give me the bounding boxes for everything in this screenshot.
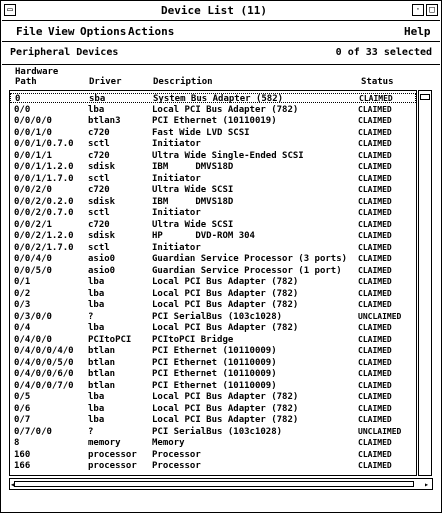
column-header-status: Status — [361, 77, 394, 87]
cell-description: System Bus Adapter (582) — [153, 94, 284, 104]
table-row[interactable] — [10, 277, 416, 287]
maximize-icon[interactable]: □ — [426, 4, 438, 16]
cell-description: Fast Wide LVD SCSI — [152, 127, 250, 138]
cell-description: PCI SerialBus (103c1028) — [152, 426, 283, 437]
cell-path: 0/0/1/0.7.0 — [14, 139, 74, 149]
cell-description: PCI Ethernet (10110009) — [152, 346, 277, 356]
cell-description: PCI Ethernet (10110009) — [152, 357, 277, 368]
cell-description: IBM DMVS18D — [152, 162, 234, 172]
table-row[interactable] — [10, 105, 416, 115]
cell-path: 0/0/1/1.2.0 — [14, 162, 74, 172]
cell-driver: sctl — [88, 208, 110, 218]
cell-driver: ? — [88, 311, 94, 322]
table-row[interactable] — [10, 358, 416, 368]
scroll-right-icon[interactable]: ▸ — [424, 480, 429, 489]
cell-path: 0/0/2/1 — [14, 219, 52, 230]
cell-status: CLAIMED — [358, 242, 392, 252]
table-row[interactable] — [10, 128, 416, 138]
cell-description: Ultra Wide SCSI — [152, 219, 234, 230]
cell-path: 0/0/2/1.7.0 — [14, 242, 74, 253]
cell-description: Memory — [152, 438, 185, 448]
cell-description: PCI Ethernet (10110009) — [152, 380, 277, 391]
menu-actions[interactable]: Actions — [128, 25, 175, 38]
cell-driver: ? — [88, 426, 94, 437]
cell-path: 0/0/2/0.7.0 — [14, 208, 74, 218]
cell-path: 0/7 — [14, 415, 31, 425]
table-row[interactable] — [10, 335, 416, 345]
table-row[interactable] — [10, 266, 416, 276]
cell-status: CLAIMED — [358, 219, 392, 229]
table-row[interactable] — [10, 243, 416, 253]
section-label: Peripheral Devices — [10, 47, 119, 58]
table-row[interactable] — [10, 381, 416, 391]
cell-driver: btlan — [88, 346, 116, 356]
cell-description: Local PCI Bus Adapter (782) — [152, 415, 299, 425]
table-row[interactable] — [10, 404, 416, 414]
cell-driver: lba — [88, 277, 105, 287]
cell-status: CLAIMED — [358, 150, 392, 160]
info-bar — [2, 42, 440, 65]
table-row[interactable] — [10, 369, 416, 379]
cell-driver: btlan3 — [88, 116, 121, 126]
selection-count: 0 of 33 selected — [335, 47, 432, 58]
cell-driver: asio0 — [88, 254, 116, 264]
cell-status: CLAIMED — [358, 173, 392, 183]
table-row[interactable] — [10, 392, 416, 402]
cell-status: CLAIMED — [358, 265, 392, 275]
cell-path: 0/0 — [14, 104, 31, 115]
cell-status: CLAIMED — [358, 346, 392, 355]
column-header-hardware: Hardware — [15, 67, 59, 77]
column-header-description: Description — [153, 77, 213, 87]
cell-status: CLAIMED — [358, 288, 392, 298]
title-bar[interactable] — [2, 2, 440, 21]
cell-path: 0/5 — [14, 392, 31, 402]
cell-description: Local PCI Bus Adapter (782) — [152, 323, 299, 333]
cell-driver: c720 — [88, 219, 110, 230]
cell-driver: memory — [88, 438, 121, 448]
cell-driver: asio0 — [88, 265, 116, 276]
cell-path: 0/4/0/0/4/0 — [14, 346, 74, 356]
cell-path: 0/4/0/0/7/0 — [14, 380, 74, 391]
cell-status: CLAIMED — [359, 94, 393, 103]
table-row[interactable] — [10, 323, 416, 333]
cell-path: 0 — [15, 94, 21, 104]
cell-description: Local PCI Bus Adapter (782) — [152, 392, 299, 402]
table-row[interactable] — [10, 185, 416, 195]
cell-driver: lba — [88, 403, 105, 414]
cell-driver: lba — [88, 323, 105, 333]
column-header-path: Path — [15, 77, 37, 87]
cell-driver: btlan — [88, 380, 116, 391]
device-list[interactable] — [9, 90, 417, 476]
cell-path: 0/0/1/1 — [14, 150, 52, 161]
vertical-scrollbar[interactable] — [418, 90, 432, 476]
menu-file[interactable]: File — [16, 25, 43, 38]
cell-description: Local PCI Bus Adapter (782) — [152, 403, 299, 414]
cell-path: 0/3 — [14, 300, 31, 310]
scroll-left-icon[interactable]: ◂ — [10, 480, 15, 489]
cell-status: CLAIMED — [358, 277, 392, 286]
menu-view[interactable]: View — [48, 25, 75, 38]
cell-driver: lba — [88, 104, 105, 115]
cell-description: Initiator — [152, 139, 201, 149]
table-row[interactable] — [10, 139, 416, 149]
cell-status: CLAIMED — [358, 116, 392, 125]
cell-description: PCI SerialBus (103c1028) — [152, 311, 283, 322]
table-row[interactable] — [10, 162, 416, 172]
cell-path: 0/0/2/0.2.0 — [14, 196, 74, 207]
cell-description: PCItoPCI Bridge — [152, 334, 234, 345]
window-menu-icon[interactable]: ▭ — [4, 4, 16, 16]
cell-path: 0/4/0/0/6/0 — [14, 369, 74, 379]
table-row[interactable] — [10, 174, 416, 184]
table-row[interactable] — [10, 208, 416, 218]
table-row[interactable] — [10, 427, 416, 437]
cell-driver: btlan — [88, 369, 116, 379]
cell-driver: c720 — [88, 150, 110, 161]
vertical-scroll-thumb[interactable] — [420, 94, 430, 100]
column-headers — [15, 67, 425, 89]
cell-driver: c720 — [88, 185, 110, 195]
table-row[interactable] — [10, 461, 416, 471]
table-row[interactable] — [10, 289, 416, 299]
cell-path: 0/0/4/0 — [14, 254, 52, 264]
cell-status: CLAIMED — [358, 449, 392, 459]
cell-status: CLAIMED — [358, 357, 392, 367]
cell-description: Local PCI Bus Adapter (782) — [152, 288, 299, 299]
cell-path: 0/0/5/0 — [14, 265, 52, 276]
column-header-driver: Driver — [89, 77, 122, 87]
cell-status: CLAIMED — [358, 380, 392, 390]
cell-path: 8 — [14, 438, 20, 448]
table-row[interactable] — [10, 220, 416, 230]
cell-status: CLAIMED — [358, 300, 392, 309]
cell-description: HP DVD-ROM 304 — [152, 231, 255, 241]
cell-path: 0/4/0/0/5/0 — [14, 357, 74, 368]
cell-status: CLAIMED — [358, 415, 392, 424]
cell-status: CLAIMED — [358, 208, 392, 217]
cell-path: 0/1 — [14, 277, 31, 287]
cell-description: Guardian Service Processor (1 port) — [152, 265, 342, 276]
table-row[interactable] — [10, 151, 416, 161]
cell-driver: sdisk — [88, 196, 116, 207]
cell-status: CLAIMED — [358, 392, 392, 401]
cell-description: IBM DMVS18D — [152, 196, 234, 207]
cell-description: Initiator — [152, 242, 201, 253]
cell-status: CLAIMED — [358, 127, 392, 137]
cell-driver: sctl — [88, 173, 110, 184]
cell-description: PCI Ethernet (10110019) — [152, 116, 277, 126]
cell-driver: sctl — [88, 242, 110, 253]
table-row[interactable] — [10, 197, 416, 207]
cell-status: CLAIMED — [358, 185, 392, 194]
table-row[interactable] — [10, 116, 416, 126]
cell-status: CLAIMED — [358, 323, 392, 332]
cell-driver: sctl — [88, 139, 110, 149]
cell-path: 0/0/2/0 — [14, 185, 52, 195]
cell-description: Guardian Service Processor (3 ports) — [152, 254, 348, 264]
cell-status: CLAIMED — [358, 104, 392, 114]
cell-driver: lba — [88, 300, 105, 310]
cell-status: CLAIMED — [358, 369, 392, 378]
table-row[interactable] — [10, 450, 416, 460]
cell-description: Ultra Wide SCSI — [152, 185, 234, 195]
table-row[interactable] — [10, 231, 416, 241]
cell-path: 0/0/0/0 — [14, 116, 52, 126]
cell-description: Processor — [152, 461, 201, 471]
horizontal-scrollbar[interactable] — [9, 478, 433, 490]
cell-description: Local PCI Bus Adapter (782) — [152, 104, 299, 115]
table-row[interactable] — [10, 312, 416, 322]
cell-status: CLAIMED — [358, 162, 392, 171]
cell-path: 0/3/0/0 — [14, 311, 52, 322]
table-row[interactable] — [10, 415, 416, 425]
horizontal-scroll-thumb[interactable] — [14, 481, 414, 487]
table-row[interactable] — [10, 93, 416, 103]
cell-driver: btlan — [88, 357, 116, 368]
table-row[interactable] — [10, 300, 416, 310]
cell-path: 160 — [14, 449, 31, 460]
cell-path: 0/4 — [14, 323, 31, 333]
window-title: Device List (11) — [161, 4, 267, 17]
cell-driver: sdisk — [88, 162, 116, 172]
cell-path: 0/0/1/0 — [14, 127, 52, 138]
cell-driver: sdisk — [88, 231, 116, 241]
cell-status: CLAIMED — [358, 438, 392, 447]
cell-path: 166 — [14, 461, 31, 471]
cell-status: CLAIMED — [358, 461, 392, 470]
cell-status: UNCLAIMED — [358, 426, 402, 436]
cell-status: CLAIMED — [358, 403, 392, 413]
cell-path: 0/0/2/1.2.0 — [14, 231, 74, 241]
cell-description: Ultra Wide Single-Ended SCSI — [152, 150, 304, 161]
cell-path: 0/7/0/0 — [14, 426, 52, 437]
cell-status: CLAIMED — [358, 231, 392, 240]
cell-driver: processor — [88, 461, 137, 471]
cell-driver: lba — [88, 392, 105, 402]
cell-status: CLAIMED — [358, 254, 392, 263]
cell-path: 0/0/1/1.7.0 — [14, 173, 74, 184]
cell-status: CLAIMED — [358, 139, 392, 148]
cell-status: CLAIMED — [358, 196, 392, 206]
minimize-icon[interactable]: · — [412, 4, 424, 16]
cell-description: Initiator — [152, 208, 201, 218]
table-row[interactable] — [10, 346, 416, 356]
cell-description: Initiator — [152, 173, 201, 184]
cell-driver: lba — [88, 415, 105, 425]
cell-path: 0/6 — [14, 403, 31, 414]
cell-path: 0/4/0/0 — [14, 334, 52, 345]
cell-description: Processor — [152, 449, 201, 460]
cell-description: Local PCI Bus Adapter (782) — [152, 277, 299, 287]
cell-status: CLAIMED — [358, 334, 392, 344]
cell-status: UNCLAIMED — [358, 311, 402, 321]
cell-driver: lba — [88, 288, 105, 299]
cell-driver: PCItoPCI — [88, 334, 132, 345]
cell-path: 0/2 — [14, 288, 31, 299]
cell-driver: c720 — [88, 127, 110, 138]
menu-options[interactable]: Options — [80, 25, 127, 38]
table-row[interactable] — [10, 254, 416, 264]
cell-description: PCI Ethernet (10110009) — [152, 369, 277, 379]
menu-help[interactable]: Help — [404, 25, 431, 38]
cell-driver: sba — [89, 94, 106, 104]
menu-bar — [2, 21, 440, 42]
table-row[interactable] — [10, 438, 416, 448]
cell-description: Local PCI Bus Adapter (782) — [152, 300, 299, 310]
cell-driver: processor — [88, 449, 137, 460]
